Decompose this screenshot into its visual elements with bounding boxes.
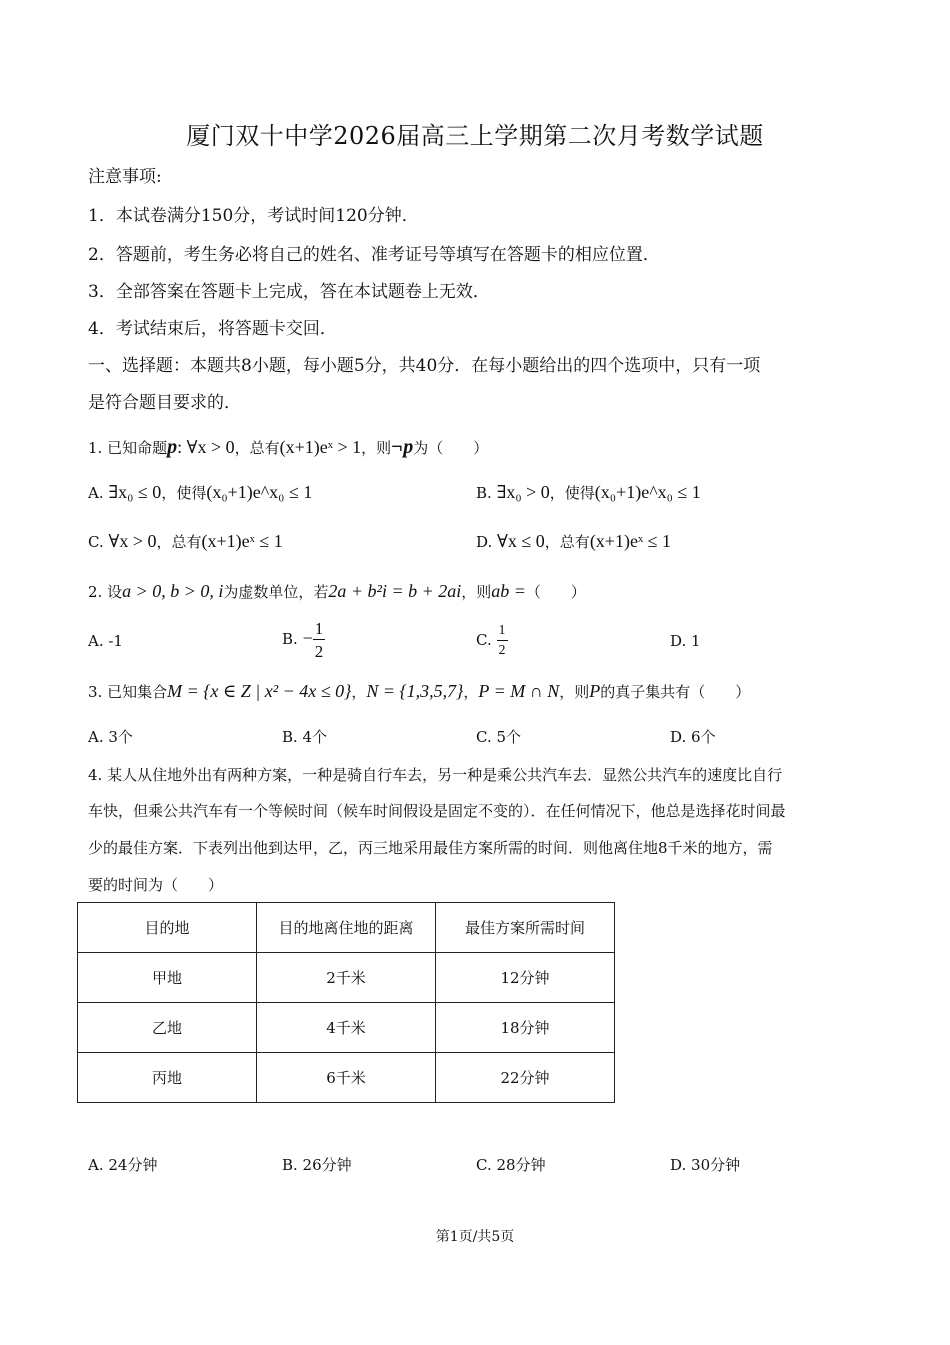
option-label: B. (282, 630, 298, 648)
q4-line-2: 车快，但乘公共汽车有一个等候时间（候车时间假设是固定不变的）．在任何情况下，他总是选择花时间最 (88, 802, 786, 820)
q2-text-2: ，则 (461, 583, 492, 601)
table-cell: 4千米 (257, 1003, 436, 1053)
option-math: ∃x₀ > 0 (496, 482, 550, 502)
option-sign: − (302, 628, 313, 648)
q1-option-c (88, 531, 283, 552)
table-header-row (78, 903, 615, 953)
q4-option-a: A. 24分钟 (88, 1156, 158, 1174)
fraction-numerator: 1 (497, 624, 508, 641)
option-math: ∀x > 0 (108, 531, 157, 551)
option-math: ∃x₀ ≤ 0 (108, 482, 162, 502)
q3-set-p: P = M ∩ N (478, 681, 560, 701)
page-title: 厦门双十中学2026届高三上学期第二次月考数学试题 (186, 122, 764, 150)
table-cell: 22分钟 (436, 1053, 615, 1103)
table-header-cell: 最佳方案所需时间 (436, 903, 615, 953)
table-row (78, 1003, 615, 1053)
table-cell: 6千米 (257, 1053, 436, 1103)
q4-option-b: B. 26分钟 (282, 1156, 352, 1174)
fraction-numerator: 1 (314, 619, 324, 638)
section-heading-line-2: 是符合题目要求的． (88, 393, 241, 413)
q2-option-a: A. -1 (88, 632, 123, 650)
section-heading-line-1: 一、选择题：本题共8小题，每小题5分，共40分．在每小题给出的四个选项中，只有一项 (88, 356, 761, 376)
distance-time-table (77, 902, 615, 1103)
notice-item-3: 3．全部答案在答题卡上完成，答在本试题卷上无效． (88, 282, 490, 302)
q2-text-3: （ ） (525, 583, 586, 601)
notice-heading: 注意事项: (88, 167, 162, 187)
table-cell: 甲地 (78, 953, 257, 1003)
fraction (313, 620, 326, 660)
q1-negation: ¬p (391, 436, 414, 458)
q1-option-b (476, 482, 701, 503)
option-expression: (x₀+1)e^x₀ ≤ 1 (594, 482, 701, 502)
option-expression: (x₀+1)e^x₀ ≤ 1 (206, 482, 313, 502)
table-cell: 乙地 (78, 1003, 257, 1053)
q3-text-4: 的真子集共有（ ） (600, 683, 751, 701)
q1-number: 1. 已知命题 (88, 439, 168, 457)
table-cell: 丙地 (78, 1053, 257, 1103)
q2-option-c (476, 624, 508, 658)
q1-option-d (476, 531, 671, 552)
option-text: ，使得 (549, 484, 595, 502)
fraction-denominator: 2 (314, 642, 324, 661)
question-1 (88, 436, 488, 459)
q2-ab: ab = (491, 581, 526, 601)
table-cell: 18分钟 (436, 1003, 615, 1053)
q2-number: 2. 设 (88, 583, 123, 601)
q4-line-3: 少的最佳方案．下表列出他到达甲，乙，丙三地采用最佳方案所需的时间．则他离住地8千米的地方，需 (88, 839, 773, 857)
option-label: C. (476, 631, 492, 649)
q3-option-b: B. 4个 (282, 728, 328, 746)
table-header-cell: 目的地离住地的距离 (257, 903, 436, 953)
q3-option-c: C. 5个 (476, 728, 522, 746)
q1-p-symbol: p (167, 436, 178, 458)
option-text: ，总有 (156, 533, 202, 551)
q4-line-4: 要的时间为（ ） (88, 876, 224, 894)
q2-option-b (282, 620, 325, 660)
q3-text-3: ，则 (559, 683, 590, 701)
q3-set-m: M = {x ∈ Z | x² − 4x ≤ 0} (167, 681, 352, 701)
table-cell: 2千米 (257, 953, 436, 1003)
q3-set-n: N = {1,3,5,7} (366, 681, 464, 701)
option-expression: (x+1)eˣ ≤ 1 (201, 531, 283, 551)
q2-condition: a > 0, b > 0, i (122, 581, 224, 601)
q1-expression: (x+1)eˣ > 1 (279, 437, 362, 457)
notice-item-2: 2．答题前，考生务必将自己的姓名、准考证号等填写在答题卡的相应位置． (88, 245, 660, 265)
q2-equation: 2a + b²i = b + 2ai (328, 581, 462, 601)
page-footer: 第1页/共5页 (435, 1229, 515, 1245)
option-text: ，使得 (161, 484, 207, 502)
question-3 (88, 681, 750, 702)
table-cell: 12分钟 (436, 953, 615, 1003)
option-math: ∀x ≤ 0 (497, 531, 545, 551)
q1-text-3: 为（ ） (413, 439, 489, 457)
table-row (78, 1053, 615, 1103)
q1-option-a (88, 482, 312, 503)
q3-option-d: D. 6个 (670, 728, 716, 746)
option-label: B. (476, 484, 492, 502)
q3-p-var: P (589, 681, 601, 701)
q4-option-c: C. 28分钟 (476, 1156, 546, 1174)
notice-item-4: 4．考试结束后，将答题卡交回． (88, 319, 337, 339)
notice-item-1: 1．本试卷满分150分，考试时间120分钟． (88, 206, 419, 226)
q2-option-d: D. 1 (670, 632, 701, 650)
q4-line-1: 4. 某人从住地外出有两种方案，一种是骑自行车去，另一种是乘公共汽车去．显然公共汽车的速度比自行 (88, 766, 783, 784)
table-header-cell: 目的地 (78, 903, 257, 953)
option-expression: (x+1)eˣ ≤ 1 (589, 531, 672, 551)
q3-text-1: ， (351, 683, 367, 701)
option-label: D. (476, 533, 493, 551)
option-text: ，总有 (544, 533, 590, 551)
q1-condition: : ∀x > 0 (177, 437, 235, 457)
q3-number: 3. 已知集合 (88, 683, 168, 701)
q1-text-1: ，总有 (234, 439, 280, 457)
q4-option-d: D. 30分钟 (670, 1156, 741, 1174)
q1-text-2: ，则 (361, 439, 392, 457)
fraction (497, 624, 508, 658)
option-label: C. (88, 533, 104, 551)
q2-text-1: 为虚数单位，若 (223, 583, 329, 601)
option-label: A. (88, 484, 104, 502)
question-2 (88, 581, 586, 602)
fraction-denominator: 2 (498, 643, 506, 658)
table-row (78, 953, 615, 1003)
q3-text-2: ， (463, 683, 479, 701)
q3-option-a: A. 3个 (88, 728, 133, 746)
